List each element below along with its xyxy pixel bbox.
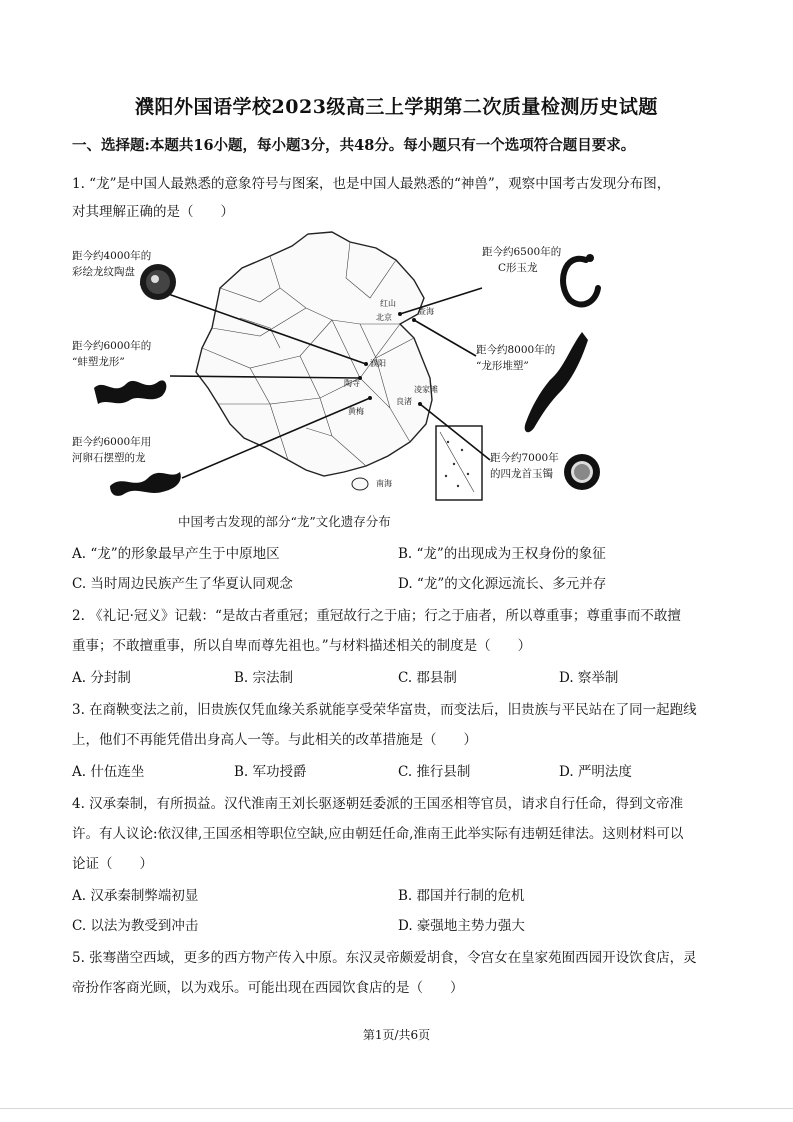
q2-option-d: D. 察举制 (559, 670, 619, 686)
city-liangzhu: 良渚 (396, 397, 412, 406)
city-taosi: 陶寺 (344, 379, 360, 388)
q3-option-a: A. 什伍连坐 (72, 764, 145, 780)
q3-option-d: D. 严明法度 (559, 764, 632, 780)
q2-option-a: A. 分封制 (72, 670, 131, 686)
q4-option-d: D. 豪强地主势力强大 (398, 918, 525, 934)
question-1-line-1: 1. “龙”是中国人最熟悉的意象符号与图案，也是中国人最熟悉的“神兽”，观察中国考古发现分布图， (72, 176, 671, 192)
question-1-line-2: 对其理解正确的是（ ） (72, 204, 234, 220)
page-number: 第1页/共6页 (362, 1028, 431, 1042)
question-4-line-2: 许。有人议论:依汉律,王国丞相等职位空缺,应由朝廷任命,淮南王此举实际有违朝廷律法。这则材料可以 (72, 826, 684, 842)
question-5-line-2: 帝扮作客商光顾，以为戏乐。可能出现在西园饮食店的是（ ） (72, 980, 464, 996)
q4-option-c: C. 以法为教受到冲击 (72, 918, 199, 934)
city-puyang: 濮阳 (370, 359, 386, 368)
label-pottery-plate: 距今约4000年的 彩绘龙纹陶盘 (72, 250, 152, 278)
question-3-line-2: 上，他们不再能凭借出身高人一等。与此相关的改革措施是（ ） (72, 732, 477, 748)
q2-option-b: B. 宗法制 (234, 670, 294, 686)
bottom-divider (0, 1108, 793, 1109)
c-shaped-jade-dragon-image (563, 254, 598, 304)
china-outline (196, 232, 432, 476)
exam-title: 濮阳外国语学校2023级高三上学期第二次质量检测历史试题 (135, 96, 658, 118)
pebble-dragon-image (110, 472, 181, 496)
question-5-line-1: 5. 张骞凿空西域，更多的西方物产传入中原。东汉灵帝颇爱胡食，令宫女在皇家苑囿西园开设饮食店，灵 (72, 950, 697, 966)
china-dragon-map-figure (70, 228, 610, 508)
question-4-line-1: 4. 汉承秦制，有所损益。汉代淮南王刘长驱逐朝廷委派的王国丞相等官员，请求自行任命，得到文帝准 (72, 796, 684, 812)
q1-option-a: A. “龙”的形象最早产生于中原地区 (72, 546, 280, 562)
jade-bracelet-image (564, 454, 600, 490)
question-3-line-1: 3. 在商鞅变法之前，旧贵族仅凭血缘关系就能享受荣华富贵，而变法后，旧贵族与平民站在了同一起跑线 (72, 702, 697, 718)
q4-option-a: A. 汉承秦制弊端初显 (72, 888, 199, 904)
q3-option-b: B. 军功授爵 (234, 764, 307, 780)
question-2-line-1: 2. 《礼记·冠义》记载：“是故古者重冠；重冠故行之于庙；行之于庙者，所以尊重事；尊重事而不敢擅 (72, 608, 681, 624)
question-2-line-2: 重事；不敢擅重事，所以自卑而尊先祖也。”与材料描述相关的制度是（ ） (72, 638, 532, 654)
city-hongshan: 红山 (380, 299, 396, 308)
q1-option-d: D. “龙”的文化源远流长、多元并存 (398, 576, 607, 592)
city-beijing: 北京 (376, 313, 392, 322)
label-pebble-dragon: 距今约6000年用 河卵石摆塑的龙 (72, 436, 152, 464)
question-4-line-3: 论证（ ） (72, 856, 153, 872)
hainan-island (352, 478, 368, 490)
q4-option-b: B. 郡国并行制的危机 (398, 888, 525, 904)
city-huangmei: 黄梅 (348, 407, 364, 416)
label-shell-dragon: 距今约6000年的 “蚌塑龙形” (72, 340, 152, 368)
q3-option-c: C. 推行县制 (398, 764, 471, 780)
city-chahai: 查海 (418, 307, 434, 316)
q2-option-c: C. 郡县制 (398, 670, 457, 686)
label-c-jade-dragon: 距今约6500年的 C形玉龙 (482, 246, 562, 274)
label-dragon-mound: 距今约8000年的 “龙形堆塑” (476, 344, 556, 372)
city-lingjiatan: 凌家滩 (414, 385, 438, 394)
q1-option-c: C. 当时周边民族产生了华夏认同观念 (72, 576, 293, 592)
map-caption: 中国考古发现的部分“龙”文化遗存分布 (178, 514, 391, 529)
shell-dragon-image (94, 380, 166, 404)
label-jade-bracelet: 距今约7000年 的四龙首玉镯 (490, 452, 559, 480)
city-nanhai: 南海 (376, 479, 392, 488)
q1-option-b: B. “龙”的出现成为王权身份的象征 (398, 546, 606, 562)
section-header: 一、选择题:本题共16小题，每小题3分，共48分。每小题只有一个选项符合题目要求。 (72, 137, 636, 154)
